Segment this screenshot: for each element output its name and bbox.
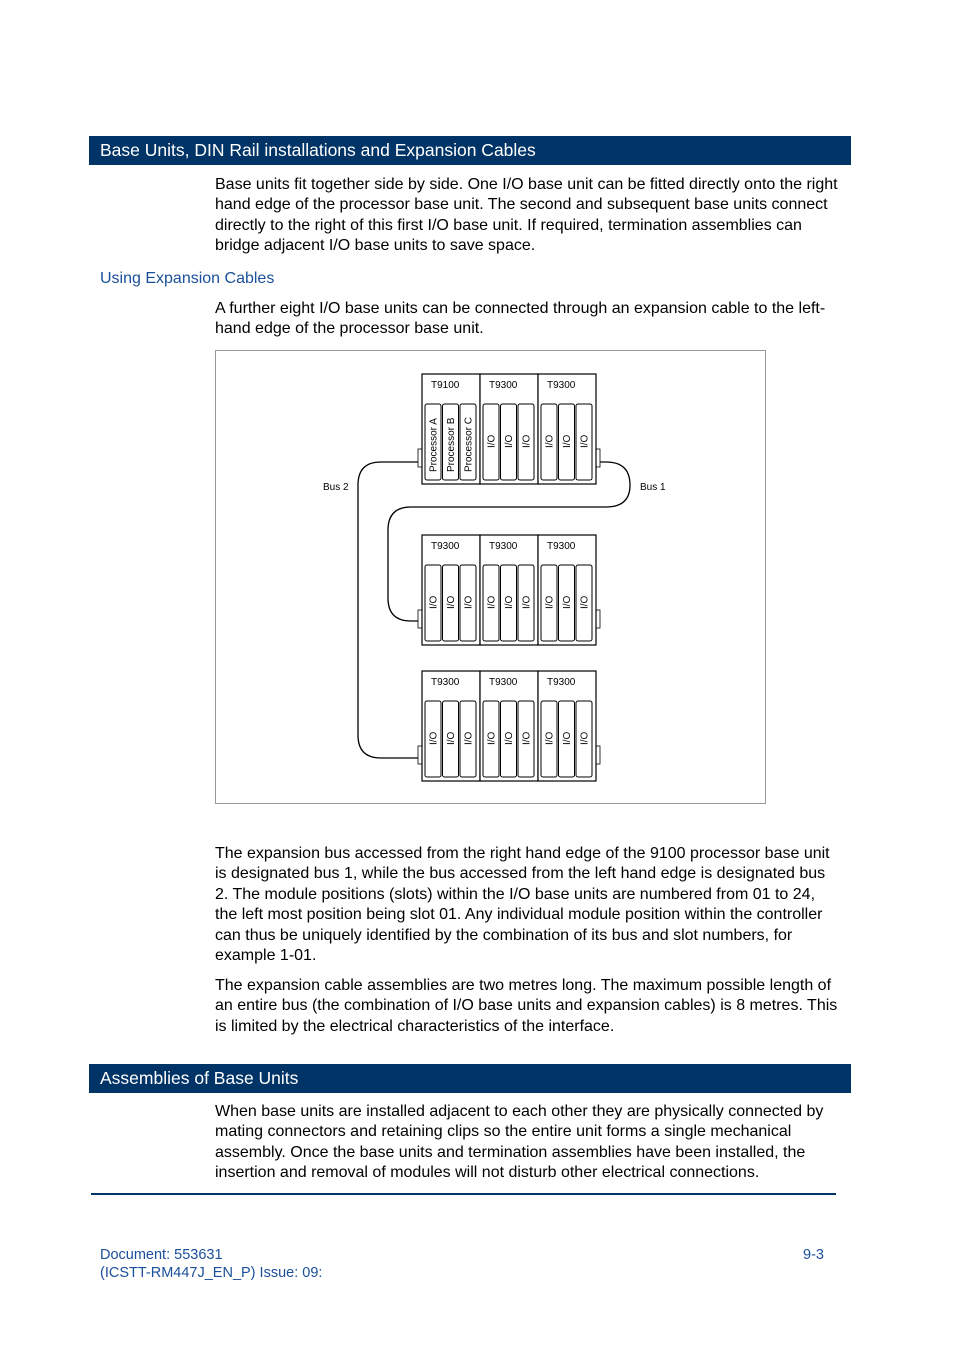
top-unit-1-slot-3-label: Processor C xyxy=(463,416,475,472)
middle-unit-label-3: T9300 xyxy=(547,541,576,552)
bottom-unit-1-slot-1-label: I/O xyxy=(428,731,440,745)
diagram-canvas xyxy=(216,351,765,803)
top-unit-1-slot-2-label: Processor B xyxy=(446,417,457,472)
bottom-unit-1-slot-2-label: I/O xyxy=(446,731,457,745)
middle-unit-1-slot-2-label: I/O xyxy=(446,595,457,609)
bottom-unit-2-slot-3-label: I/O xyxy=(521,731,533,745)
middle-unit-label-1: T9300 xyxy=(431,541,460,552)
middle-unit-3-slot-1-label: I/O xyxy=(544,595,556,609)
bus-2-label: Bus 2 xyxy=(323,482,349,493)
bottom-unit-2-slot-2-label: I/O xyxy=(504,731,515,745)
top-unit-2-slot-3-label: I/O xyxy=(521,434,533,448)
top-unit-label-3: T9300 xyxy=(547,380,576,391)
footer-document: Document: 553631 xyxy=(100,1247,223,1263)
top-unit-3-slot-1-label: I/O xyxy=(544,434,556,448)
top-unit-1-slot-1-label: Processor A xyxy=(428,418,440,472)
bottom-unit-2-slot-1-label: I/O xyxy=(486,731,498,745)
paragraph-expansion-cables: A further eight I/O base units can be connected through an expansion cable to the left-hand edge of the processor base unit. xyxy=(215,300,826,338)
top-unit-label-1: T9100 xyxy=(431,380,460,391)
middle-unit-3-slot-2-label: I/O xyxy=(562,595,573,609)
bottom-unit-3-slot-2-label: I/O xyxy=(562,731,573,745)
bottom-unit-3-slot-1-label: I/O xyxy=(544,731,556,745)
bottom-unit-label-2: T9300 xyxy=(489,677,518,688)
middle-unit-2-slot-1-label: I/O xyxy=(486,595,498,609)
bottom-unit-label-3: T9300 xyxy=(547,677,576,688)
top-unit-3-slot-2-label: I/O xyxy=(562,434,573,448)
top-unit-3-slot-3-label: I/O xyxy=(579,434,591,448)
bottom-unit-3-slot-3-label: I/O xyxy=(579,731,591,745)
paragraph-cable-length: The expansion cable assemblies are two metres long. The maximum possible length of an entire bus (the combination of I/O base units and expansion cables) is 8 metres. This is limited by the electrical characteristics of the interface. xyxy=(215,977,838,1035)
paragraph-assemblies: When base units are installed adjacent to each other they are physically connected by mating connectors and retaining clips so the entire unit forms a single mechanical assembly. Once the base units and termination assemblies have been installed, the insertion and removal of modules will not disturb other electrical connections. xyxy=(215,1103,824,1182)
middle-unit-label-2: T9300 xyxy=(489,541,518,552)
footer-page-number: 9-3 xyxy=(803,1247,824,1263)
middle-unit-2-slot-2-label: I/O xyxy=(504,595,515,609)
top-unit-2-slot-2-label: I/O xyxy=(504,434,515,448)
middle-unit-3-slot-3-label: I/O xyxy=(579,595,591,609)
expansion-bus-diagram xyxy=(215,350,766,804)
bottom-unit-label-1: T9300 xyxy=(431,677,460,688)
middle-unit-1-slot-3-label: I/O xyxy=(463,595,475,609)
footer-issue: (ICSTT-RM447J_EN_P) Issue: 09: xyxy=(100,1265,323,1281)
top-unit-2-slot-1-label: I/O xyxy=(486,434,498,448)
footer-divider xyxy=(91,1193,836,1195)
bus-1-label: Bus 1 xyxy=(640,482,666,493)
bottom-unit-1-slot-3-label: I/O xyxy=(463,731,475,745)
middle-unit-2-slot-3-label: I/O xyxy=(521,595,533,609)
section-heading-base-units: Base Units, DIN Rail installations and Expansion Cables xyxy=(89,136,851,165)
subheading-expansion-cables: Using Expansion Cables xyxy=(100,270,275,287)
section-heading-assemblies: Assemblies of Base Units xyxy=(89,1064,851,1093)
middle-unit-1-slot-1-label: I/O xyxy=(428,595,440,609)
paragraph-base-units: Base units fit together side by side. One I/O base unit can be fitted directly onto the right hand edge of the processor base unit. The second and subsequent base units connect directly to the right of this first I/O base unit. If required, termination assemblies can bridge adjacent I/O base units to save space. xyxy=(215,176,838,255)
top-unit-label-2: T9300 xyxy=(489,380,518,391)
paragraph-bus-designation: The expansion bus accessed from the right hand edge of the 9100 processor base unit is designated bus 1, while the bus accessed from the left hand edge is designated bus 2. The module positions (slots) within the I/O base units are numbered from 01 to 24, the left most position being slot 01. Any individual module position within the controller can thus be uniquely identified by the combination of its bus and slot numbers, for example 1-01. xyxy=(215,845,830,965)
